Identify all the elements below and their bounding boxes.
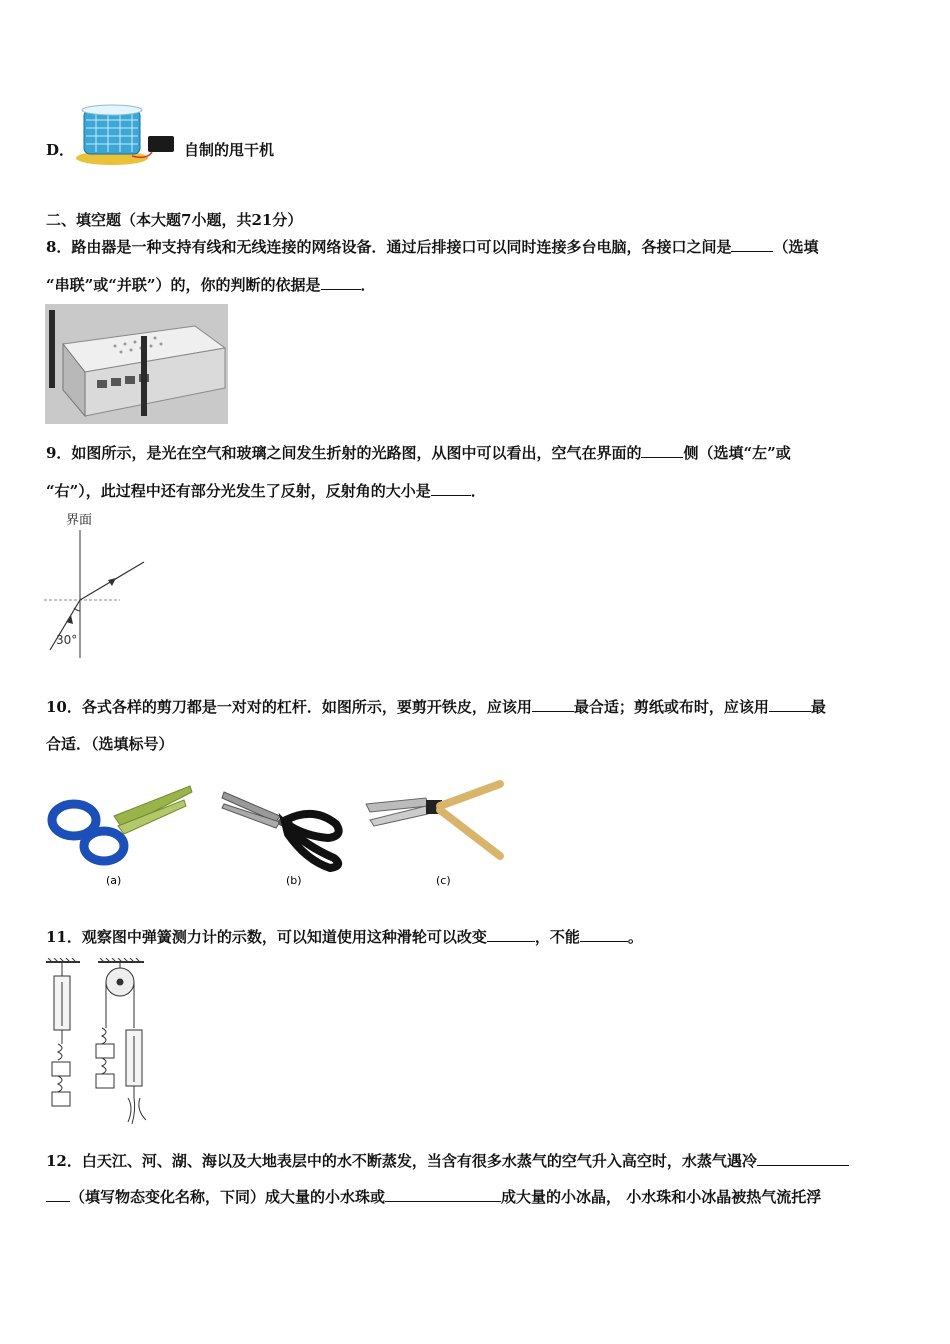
- angle-label: 30°: [56, 633, 78, 647]
- q8-text-2-tail: ．: [360, 276, 376, 294]
- q12-blank-1-cont[interactable]: [46, 1186, 70, 1202]
- q9-line2: [46, 480, 486, 501]
- q10-text-1-tail: 最: [810, 698, 826, 716]
- q10-line2: 合适．（选填标号）: [46, 735, 174, 753]
- scissors-figure: [44, 776, 506, 892]
- q11-blank-2[interactable]: [580, 926, 628, 942]
- q11-text-1-tail: 。: [627, 928, 643, 946]
- q10-text-1: 10．各式各样的剪刀都是一对对的杠杆．如图所示，要剪开铁皮，应该用: [46, 698, 532, 716]
- refraction-diagram: [44, 508, 154, 658]
- q11-text-1-mid: ，不能: [534, 928, 580, 946]
- caption-c: (c): [436, 874, 451, 887]
- q12-blank-1[interactable]: [757, 1150, 849, 1166]
- q9-text-2: “右”），此过程中还有部分光发生了反射，反射角的大小是: [46, 482, 431, 500]
- q8-text-2: “串联”或“并联”）的，你的判断的依据是: [46, 276, 321, 294]
- q12-blank-2[interactable]: [385, 1186, 501, 1202]
- caption-b: (b): [286, 874, 302, 887]
- q12-text-2a: （填写物态变化名称，下同）成大量的小水珠或: [70, 1188, 386, 1206]
- q10-line1: [46, 696, 826, 717]
- q10-text-1-mid: 最合适；剪纸或布时，应该用: [573, 698, 769, 716]
- q8-blank-1[interactable]: [731, 236, 773, 252]
- q9-text-2-tail: ．: [470, 482, 486, 500]
- scissors-c-image: [366, 784, 500, 856]
- q9-text-1-tail: 侧（选填“左”或: [683, 444, 791, 462]
- q11-blank-1[interactable]: [487, 926, 535, 942]
- q9-line1: [46, 442, 791, 463]
- caption-a: (a): [106, 874, 122, 887]
- q8-line2: [46, 274, 376, 295]
- router-image: [45, 304, 228, 424]
- interface-label: 界面: [66, 513, 93, 528]
- option-d-text: 自制的甩干机: [184, 141, 275, 159]
- q8-line1: [46, 236, 818, 257]
- q11-text-1: 11．观察图中弹簧测力计的示数，可以知道使用这种滑轮可以改变: [46, 928, 487, 946]
- scissors-a-image: [52, 786, 192, 861]
- q10-blank-2[interactable]: [769, 696, 811, 712]
- q8-text-1-tail: （选填: [773, 238, 819, 256]
- q9-blank-1[interactable]: [641, 442, 683, 458]
- pulley-diagram: [44, 958, 164, 1128]
- q8-blank-2[interactable]: [321, 274, 361, 290]
- q12-line2: [46, 1186, 821, 1207]
- q12-text-2b: 成大量的小冰晶， 小水珠和小冰晶被热气流托浮: [501, 1188, 822, 1206]
- q12-line1: [46, 1150, 849, 1171]
- q9-text-1: 9．如图所示，是光在空气和玻璃之间发生折射的光路图，从图中可以看出，空气在界面的: [46, 444, 642, 462]
- q8-text-1: 8．路由器是一种支持有线和无线连接的网络设备．通过后排接口可以同时连接多台电脑，各接口之间是: [46, 238, 732, 256]
- spin-dryer-image: [72, 100, 182, 168]
- q11-line1: [46, 926, 643, 947]
- q12-text-1: 12．白天江、河、湖、海以及大地表层中的水不断蒸发，当含有很多水蒸气的空气升入高空时，水蒸气遇冷: [46, 1152, 757, 1170]
- option-d-letter: D．: [46, 141, 75, 159]
- q10-blank-1[interactable]: [532, 696, 574, 712]
- q9-blank-2[interactable]: [431, 480, 471, 496]
- scissors-b-image: [222, 792, 339, 868]
- section-title: 二、填空题（本大题7小题，共21分）: [46, 211, 303, 229]
